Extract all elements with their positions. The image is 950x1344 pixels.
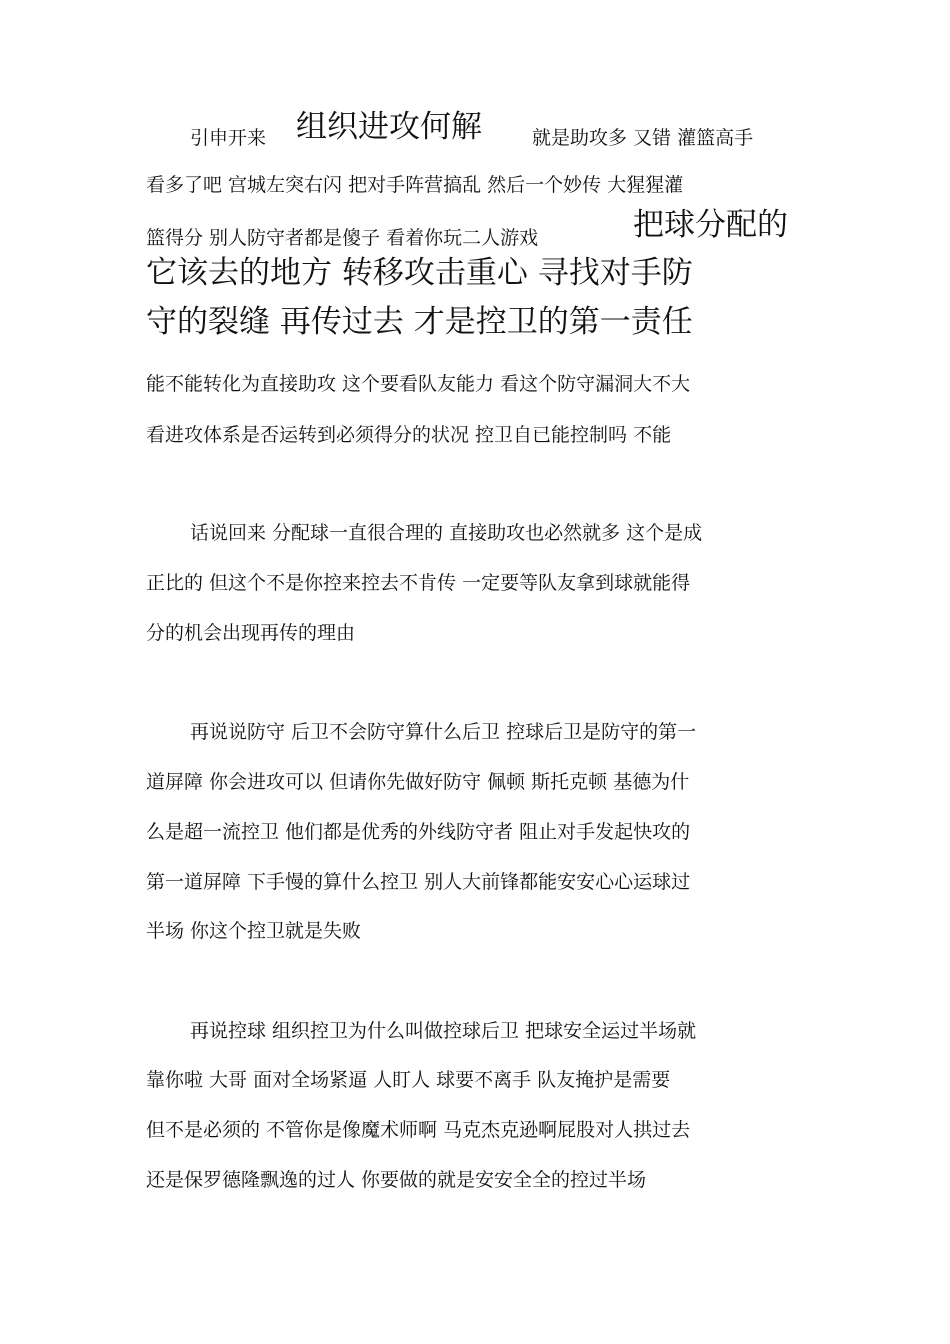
section-title: 组织进攻何解	[296, 109, 482, 145]
paragraph-line: 话说回来 分配球一直很合理的 直接助攻也必然就多 这个是成	[190, 522, 703, 544]
paragraph-line: 看多了吧 宫城左突右闪 把对手阵营搞乱 然后一个妙传 大猩猩灌	[146, 174, 684, 196]
paragraph-line: 靠你啦 大哥 面对全场紧逼 人盯人 球要不离手 队友掩护是需要	[146, 1069, 671, 1091]
paragraph-line: 再说说防守 后卫不会防守算什么后卫 控球后卫是防守的第一	[190, 721, 697, 743]
paragraph-line: 道屏障 你会进攻可以 但请你先做好防守 佩顿 斯托克顿 基德为什	[146, 771, 690, 793]
paragraph-line: 还是保罗德隆飘逸的过人 你要做的就是安安全全的控过半场	[146, 1169, 647, 1191]
paragraph-line: 么是超一流控卫 他们都是优秀的外线防守者 阻止对手发起快攻的	[146, 821, 691, 843]
paragraph-line: 分的机会出现再传的理由	[146, 622, 356, 644]
paragraph-line: 第一道屏障 下手慢的算什么控卫 别人大前锋都能安安心心运球过	[146, 871, 691, 893]
paragraph-line: 半场 你这个控卫就是失败	[146, 920, 362, 942]
paragraph-line: 看进攻体系是否运转到必须得分的状况 控卫自已能控制吗 不能	[146, 424, 672, 446]
intro-text: 引申开来	[190, 127, 267, 149]
paragraph-line: 篮得分 别人防守者都是傻子 看着你玩二人游戏	[146, 227, 539, 249]
paragraph-line: 就是助攻多 又错 灌篮高手	[532, 127, 754, 149]
paragraph-line: 再说控球 组织控卫为什么叫做控球后卫 把球安全运过半场就	[190, 1020, 697, 1042]
paragraph-line: 但不是必须的 不管你是像魔术师啊 马克杰克逊啊屁股对人拱过去	[146, 1119, 691, 1141]
paragraph-line: 能不能转化为直接助攻 这个要看队友能力 看这个防守漏洞大不大	[146, 373, 691, 395]
emphasis-line: 它该去的地方 转移攻击重心 寻找对手防	[146, 255, 693, 291]
emphasis-line: 守的裂缝 再传过去 才是控卫的第一责任	[146, 304, 693, 340]
paragraph-line: 正比的 但这个不是你控来控去不肯传 一定要等队友拿到球就能得	[146, 572, 691, 594]
emphasis-text: 把球分配的	[633, 207, 788, 243]
